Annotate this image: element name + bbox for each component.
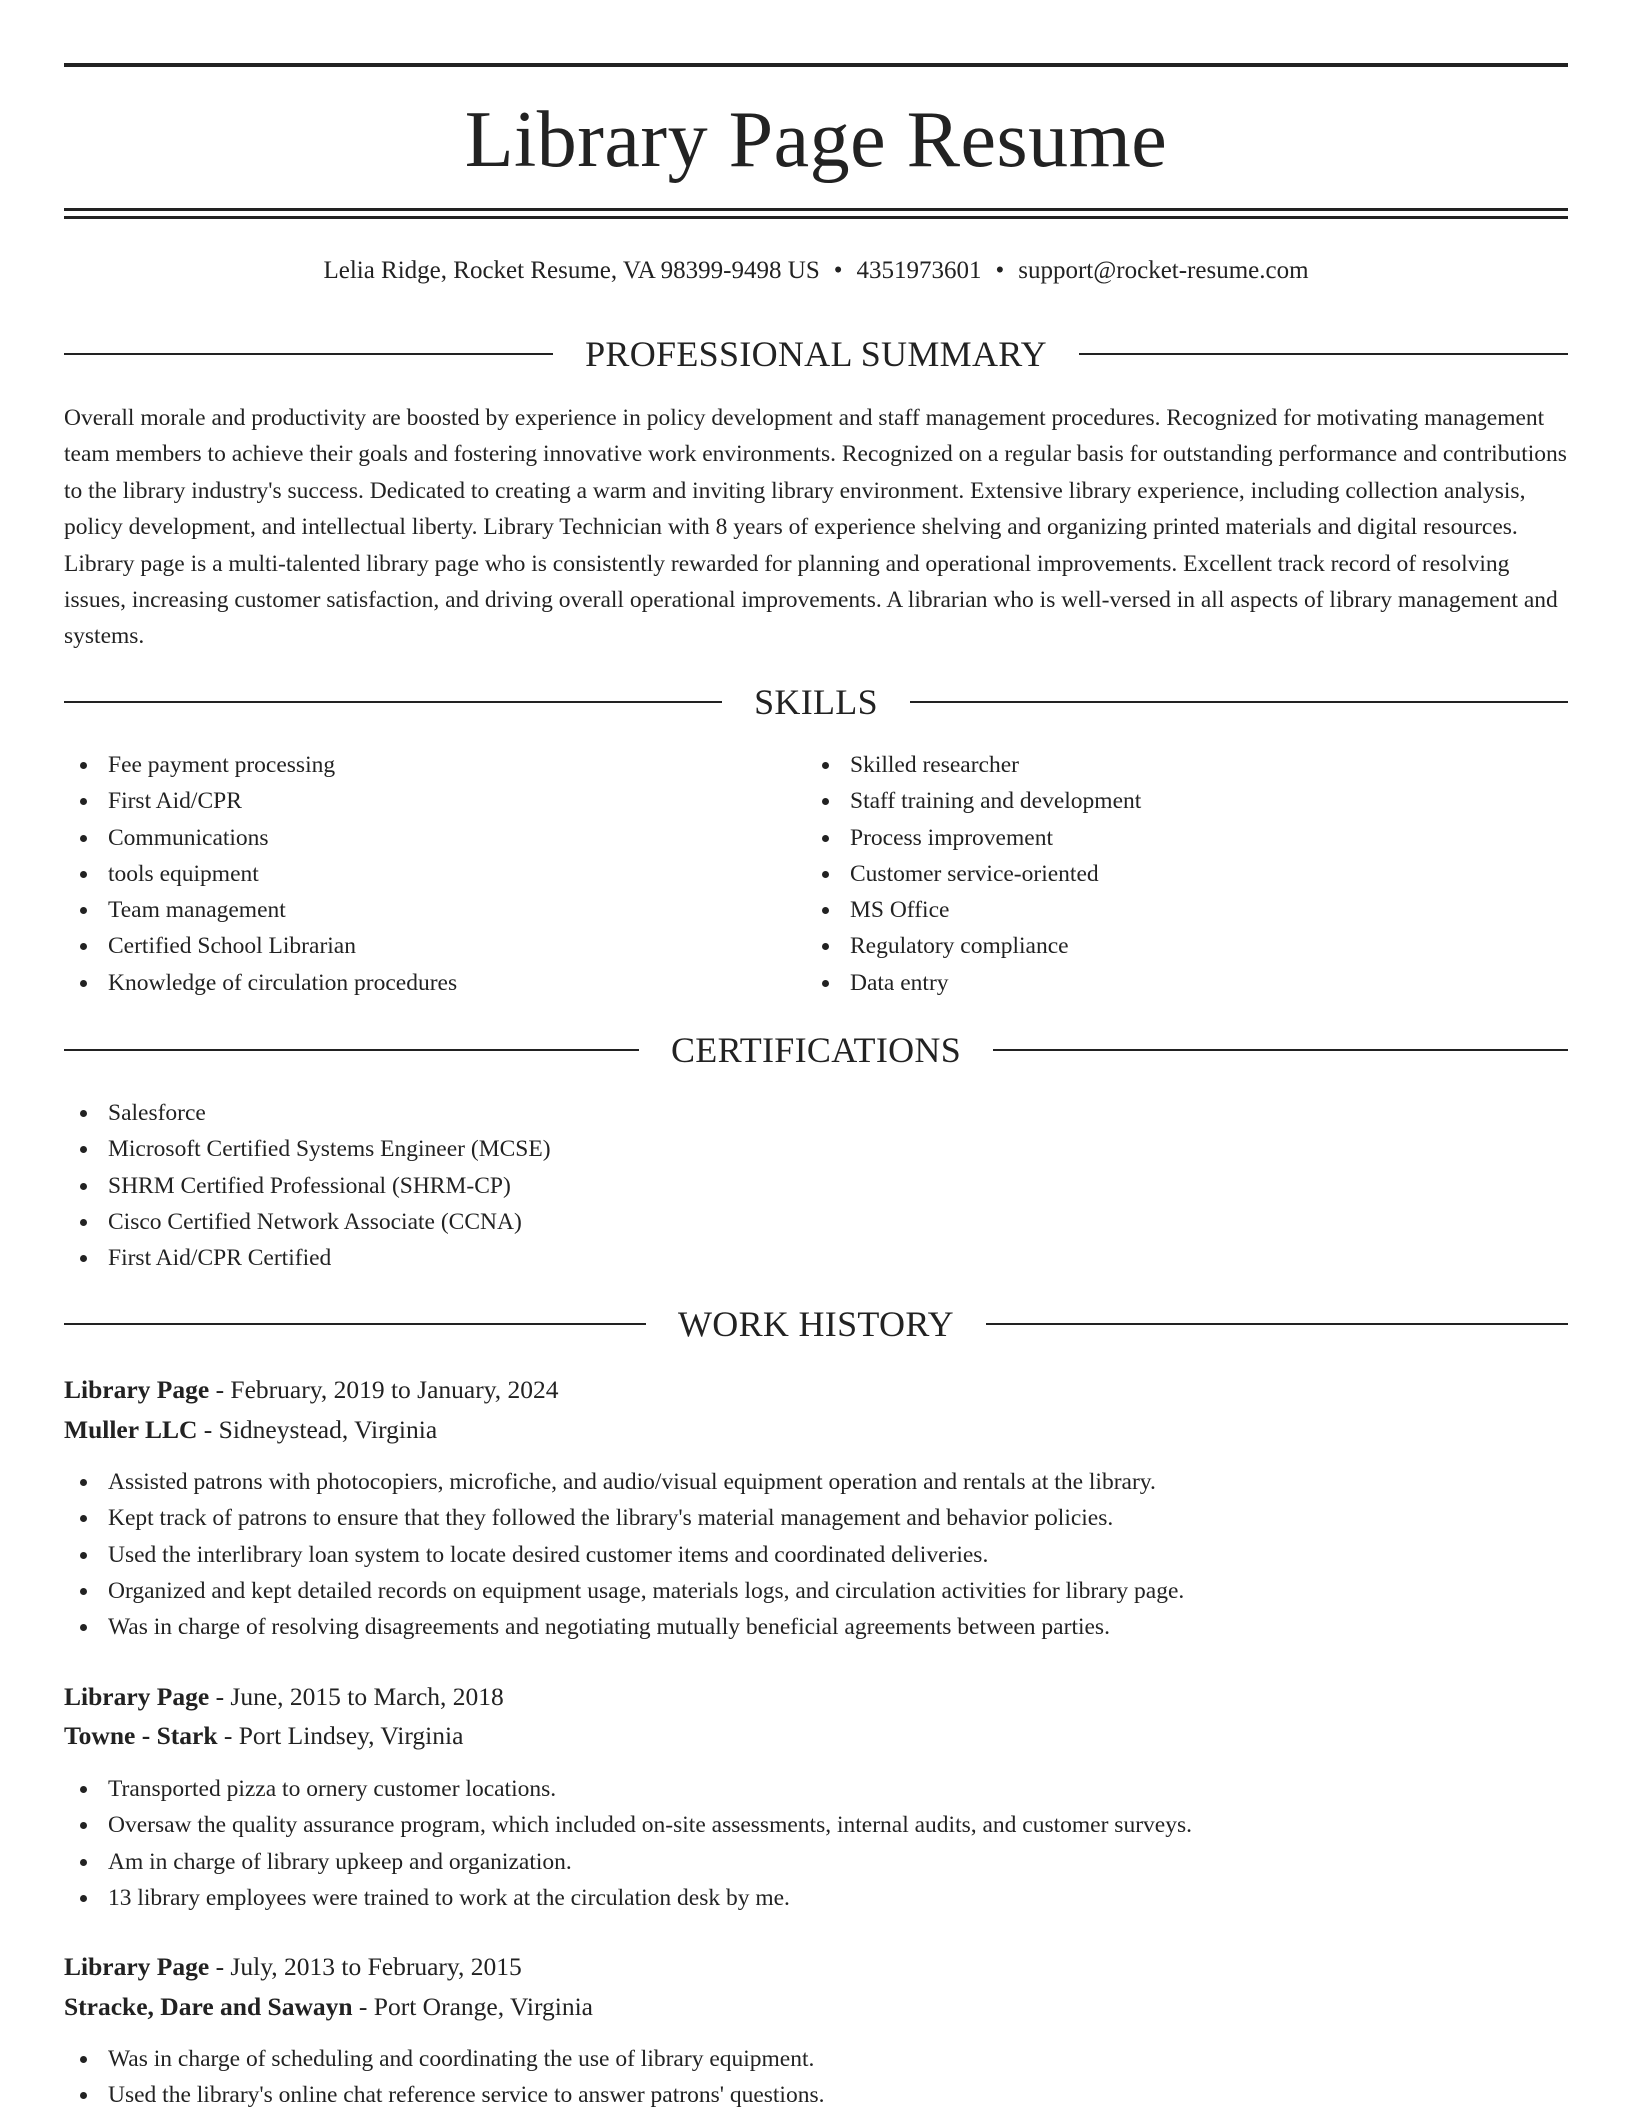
job-dates: - June, 2015 to March, 2018: [209, 1682, 504, 1711]
job-location: - Port Orange, Virginia: [352, 1992, 593, 2021]
job-company-line: [64, 1988, 1568, 2026]
job-duty-item: Assisted patrons with photocopiers, microfiche, and audio/visual equipment operation and rentals at the library.: [64, 1464, 1568, 1500]
job-title-line: [64, 1948, 1568, 1986]
skill-item: Team management: [64, 892, 804, 928]
heading-rule-right: [993, 1049, 1568, 1051]
job-duties-list: [64, 1464, 1568, 1645]
heading-rule-right: [986, 1323, 1568, 1325]
skill-item: Communications: [64, 820, 804, 856]
skill-item: Customer service-oriented: [806, 856, 1546, 892]
skill-item: Knowledge of circulation procedures: [64, 965, 804, 1001]
job-title: Library Page: [64, 1952, 210, 1981]
job-company-line: [64, 1717, 1568, 1755]
certification-item: Microsoft Certified Systems Engineer (MCSE): [64, 1131, 1568, 1167]
job-company: Muller LLC: [64, 1415, 198, 1444]
skill-item: MS Office: [806, 892, 1546, 928]
heading-rule-left: [64, 353, 553, 355]
job-duty-item: Was in charge of resolving disagreements and negotiating mutually beneficial agreements between parties.: [64, 1609, 1568, 1645]
section-title-summary: PROFESSIONAL SUMMARY: [585, 334, 1047, 374]
certifications-list: [64, 1095, 1568, 1276]
job-title-line: [64, 1678, 1568, 1716]
heading-rule-left: [64, 701, 722, 703]
contact-separator: •: [995, 257, 1005, 284]
job-duty-item: Used the interlibrary loan system to locate desired customer items and coordinated deliveries.: [64, 1537, 1568, 1573]
heading-rule-left: [64, 1323, 646, 1325]
job-dates: - February, 2019 to January, 2024: [209, 1375, 559, 1404]
skill-item: First Aid/CPR: [64, 783, 804, 819]
skill-item: Regulatory compliance: [806, 928, 1546, 964]
job-duties-list: [64, 1771, 1568, 1916]
certification-item: Cisco Certified Network Associate (CCNA): [64, 1204, 1568, 1240]
certification-item: First Aid/CPR Certified: [64, 1240, 1568, 1276]
contact-address: Lelia Ridge, Rocket Resume, VA 98399-9498 US: [323, 257, 820, 284]
heading-rule-left: [64, 1049, 639, 1051]
job-duty-item: Organized and kept detailed records on equipment usage, materials logs, and circulation activities for library page.: [64, 1573, 1568, 1609]
job-duty-item: Was in charge of scheduling and coordinating the use of library equipment.: [64, 2041, 1568, 2077]
skill-item: Skilled researcher: [806, 747, 1546, 783]
skill-item: Process improvement: [806, 820, 1546, 856]
skill-item: Staff training and development: [806, 783, 1546, 819]
job-duty-item: Am in charge of library upkeep and organization.: [64, 1844, 1568, 1880]
heading-rule-right: [910, 701, 1568, 703]
section-heading-skills: [64, 680, 1568, 724]
contact-phone: 4351973601: [856, 257, 982, 284]
summary-text: Overall morale and productivity are boosted by experience in policy development and staff management procedures. Recognized for motivating management team members to achieve their goals and fostering innovative work environments. Recognized on a regular basis for outstanding performance and contributions to the library industry's success. Dedicated to creating a warm and inviting library environment. Extensive library experience, including collection analysis, policy development, and intellectual liberty. Library Technician with 8 years of experience shelving and organizing printed materials and digital resources. Library page is a multi-talented library page who is consistently rewarded for planning and operational improvements. Excellent track record of resolving issues, increasing customer satisfaction, and driving overall operational improvements. A librarian who is well-versed in all aspects of library management and systems.: [64, 405, 1567, 650]
skill-item: Data entry: [806, 965, 1546, 1001]
title-double-rule: [64, 208, 1568, 219]
skill-item: tools equipment: [64, 856, 804, 892]
contact-line: [64, 253, 1568, 289]
job-duty-item: 13 library employees were trained to work at the circulation desk by me.: [64, 1880, 1568, 1916]
job-duty-item: Used the library's online chat reference service to answer patrons' questions.: [64, 2077, 1568, 2113]
job-title: Library Page: [64, 1682, 210, 1711]
skills-list-right: [806, 747, 1546, 1001]
top-rule: [64, 63, 1568, 67]
job-title-line: [64, 1371, 1568, 1409]
certification-item: SHRM Certified Professional (SHRM-CP): [64, 1168, 1568, 1204]
job-dates: - July, 2013 to February, 2015: [209, 1952, 522, 1981]
job-title: Library Page: [64, 1375, 210, 1404]
section-heading-summary: [64, 332, 1568, 376]
job-duties-list: [64, 2041, 1568, 2114]
contact-email: support@rocket-resume.com: [1018, 257, 1309, 284]
job-duty-item: Transported pizza to ornery customer locations.: [64, 1771, 1568, 1807]
skills-list-left: [64, 747, 804, 1001]
job-duty-item: Kept track of patrons to ensure that they followed the library's material management and behavior policies.: [64, 1500, 1568, 1536]
certification-item: Salesforce: [64, 1095, 1568, 1131]
section-title-work-history: WORK HISTORY: [678, 1304, 954, 1344]
skill-item: Fee payment processing: [64, 747, 804, 783]
skill-item: Certified School Librarian: [64, 928, 804, 964]
section-heading-work-history: [64, 1302, 1568, 1346]
job-company: Stracke, Dare and Sawayn: [64, 1992, 353, 2021]
heading-rule-right: [1079, 353, 1568, 355]
section-title-skills: SKILLS: [754, 682, 878, 722]
job-location: - Port Lindsey, Virginia: [217, 1721, 464, 1750]
section-heading-certifications: [64, 1028, 1568, 1072]
job-company-line: [64, 1411, 1568, 1449]
section-title-certifications: CERTIFICATIONS: [670, 1030, 962, 1070]
job-company: Towne - Stark: [64, 1721, 218, 1750]
contact-separator: •: [833, 257, 843, 284]
job-location: - Sidneystead, Virginia: [197, 1415, 438, 1444]
job-duty-item: Oversaw the quality assurance program, which included on-site assessments, internal audits, and customer surveys.: [64, 1807, 1568, 1843]
page-title: Library Page Resume: [464, 96, 1168, 184]
